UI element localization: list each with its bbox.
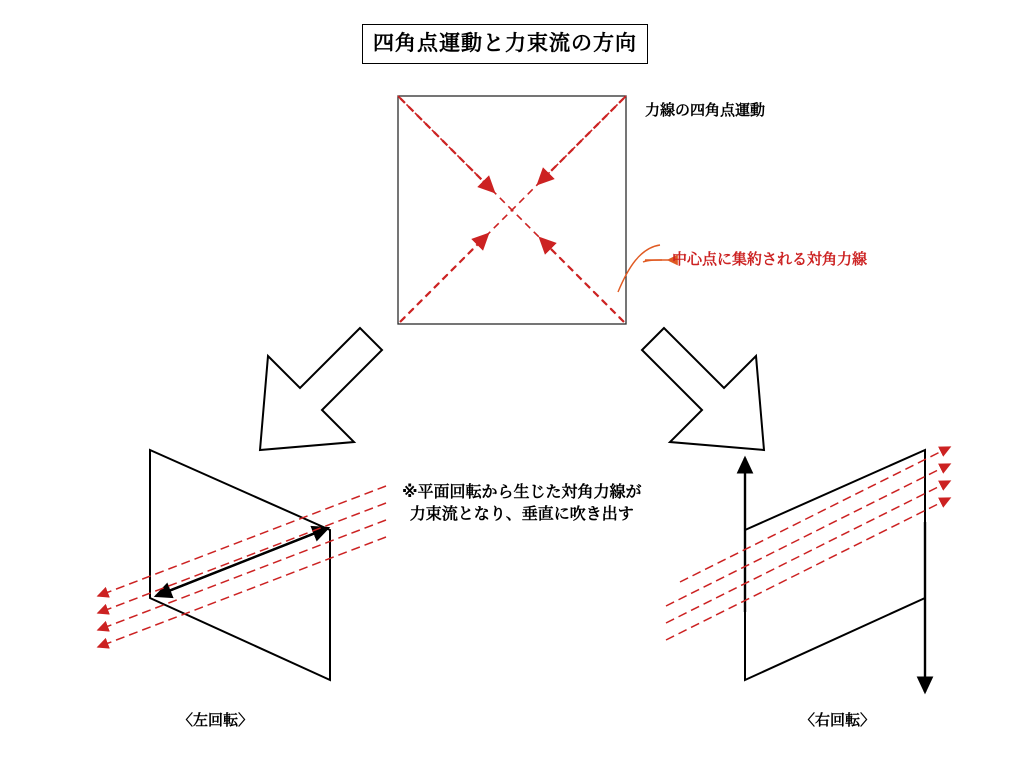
left-parallelogram-outline — [150, 450, 330, 680]
left-rotation-counter-arrow — [156, 528, 328, 596]
note-line-2: 力束流となり、垂直に吹き出す — [409, 503, 634, 523]
right-parallelogram-figure — [666, 447, 950, 692]
label-square-figure: 力線の四角点運動 — [645, 101, 766, 119]
label-right-rotation: 〈右回転〉 — [800, 711, 876, 729]
big-arrow-left — [260, 328, 382, 450]
right-flux-lines — [666, 447, 950, 640]
left-flux-lines — [98, 486, 386, 647]
note-line-1: ※平面回転から生じた対角力線が — [402, 482, 642, 501]
label-left-rotation: 〈左回転〉 — [178, 711, 254, 729]
right-parallelogram-outline — [745, 450, 925, 680]
diagonal-arrow-from-top-right — [538, 98, 624, 184]
left-parallelogram-figure — [98, 450, 386, 680]
big-arrow-right — [642, 328, 764, 450]
note-text — [402, 481, 642, 524]
square-figure — [398, 96, 626, 324]
label-diagonal-force: 中心点に集約される対角力線 — [672, 250, 868, 268]
page-title: 四角点運動と力束流の方向 — [362, 24, 648, 64]
diagonal-arrow-from-bottom-left — [400, 234, 488, 322]
diagonal-arrow-from-bottom-right — [540, 238, 624, 322]
